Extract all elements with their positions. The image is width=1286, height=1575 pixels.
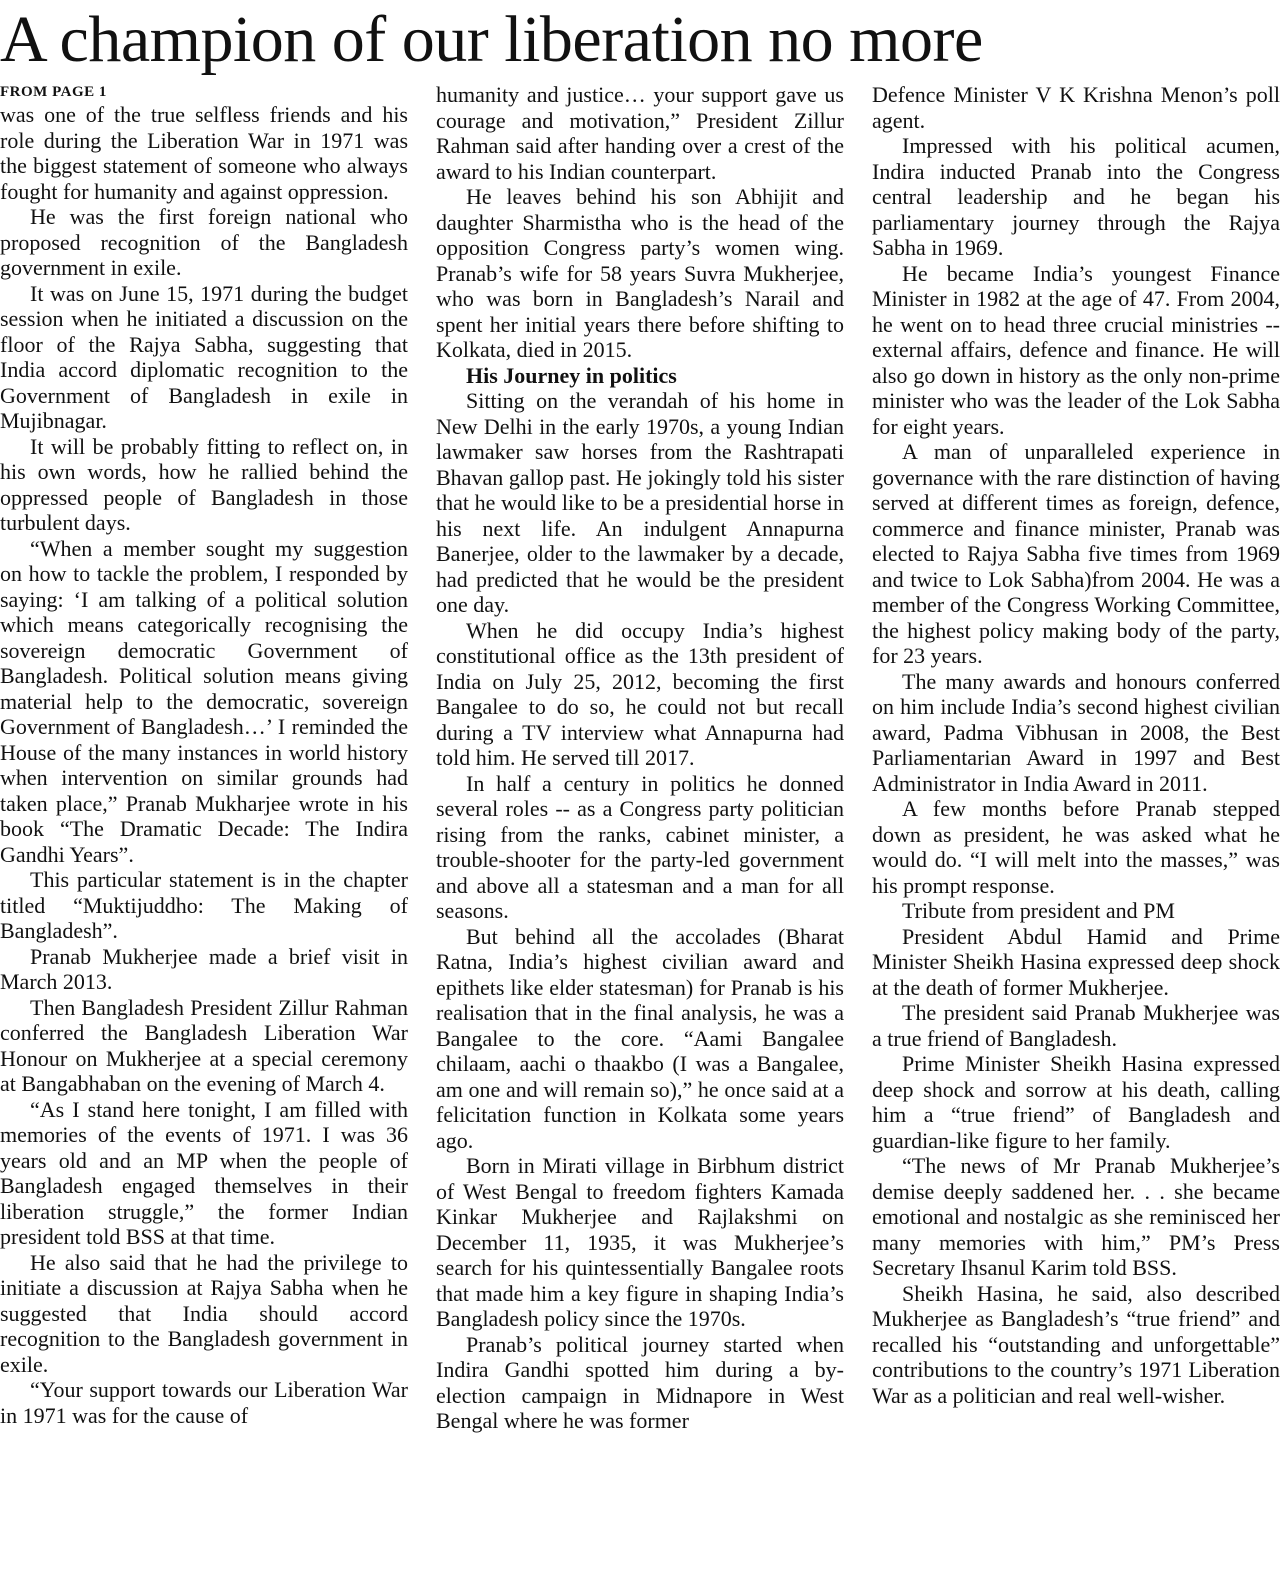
paragraph: “When a member sought my suggestion on how to tackle the problem, I responded by saying: ‘I am talking of a political solution which means categorically recognising the sovereign democratic Government of Bangladesh. Political solution means giving material help to the democratic, sovereign Government of Bangladesh…’ I reminded the House of the many instances in world history when intervention on similar grounds had taken place,” Pranab Mukharjee wrote in his book “The Dramatic Decade: The Indira Gandhi Years”.	[0, 535, 408, 867]
paragraph: Prime Minister Sheikh Hasina expressed deep shock and sorrow at his death, calling him a “true friend” of Bangladesh and guardian-like figure to her family.	[872, 1051, 1280, 1153]
paragraph: Impressed with his political acumen, Indira inducted Pranab into the Congress central leadership and he began his parliamentary journey through the Rajya Sabha in 1969.	[872, 133, 1280, 260]
paragraph: But behind all the accolades (Bharat Ratna, India’s highest civilian award and epithets like elder statesman) for Pranab is his realisation that in the final analysis, he was a Bangalee to the core. “Aami Bangalee chilaam, aachi o thaakbo (I was a Bangalee, am one and will remain so),” he once said at a felicitation function in Kolkata some years ago.	[436, 923, 844, 1153]
paragraph: was one of the true selfless friends and his role during the Liberation War in 1971 was the biggest statement of someone who always fought for humanity and against oppression.	[0, 102, 408, 204]
paragraph: This particular statement is in the chapter titled “Muktijuddho: The Making of Bangladesh”.	[0, 867, 408, 943]
subheading-tribute: Tribute from president and PM	[902, 898, 1175, 923]
paragraph: Born in Mirati village in Birbhum district of West Bengal to freedom fighters Kamada Kinkar Mukherjee and Rajlakshmi on December 11, 1935, it was Mukherjee’s search for his quintessentially Bangalee roots that made him a key figure in shaping India’s Bangladesh policy since the 1970s.	[436, 1153, 844, 1331]
subheading-journey: His Journey in politics	[466, 362, 677, 388]
paragraph: Sheikh Hasina, he said, also described Mukherjee as Bangladesh’s “true friend” and recalled his “outstanding and unforgettable” contributions to the country’s 1971 Liberation War as a politician and real well-wisher.	[872, 1280, 1280, 1408]
paragraph: He leaves behind his son Abhijit and daughter Sharmistha who is the head of the opposition Congress party’s women wing. Pranab’s wife for 58 years Suvra Mukherjee, who was born in Bangladesh’s Narail and spent her initial years there before shifting to Kolkata, died in 2015.	[436, 184, 844, 362]
paragraph: “Your support towards our Liberation War in 1971 was for the cause of	[0, 1377, 408, 1428]
paragraph: Then Bangladesh President Zillur Rahman conferred the Bangladesh Liberation War Honour on Mukherjee at a special ceremony at Bangabhaban on the evening of March 4.	[0, 994, 408, 1096]
paragraph: A few months before Pranab stepped down as president, he was asked what he would do. “I will melt into the masses,” was his prompt response.	[872, 796, 1280, 898]
paragraph: “The news of Mr Pranab Mukherjee’s demise deeply saddened her. . . she became emotional and nostalgic as she reminisced her many memories with him,” PM’s Press Secretary Ihsanul Karim told BSS.	[872, 1153, 1280, 1280]
paragraph: The president said Pranab Mukherjee was a true friend of Bangladesh.	[872, 1000, 1280, 1051]
paragraph: It was on June 15, 1971 during the budget session when he initiated a discussion on the floor of the Rajya Sabha, suggesting that India accord diplomatic recognition to the Government of Bangladesh in exile in Mujibnagar.	[0, 280, 408, 433]
paragraph: Pranab’s political journey started when Indira Gandhi spotted him during a by-election campaign in Midnapore in West Bengal where he was former	[436, 1331, 844, 1433]
headline: A champion of our liberation no more	[0, 3, 983, 76]
paragraph: He was the first foreign national who proposed recognition of the Bangladesh government in exile.	[0, 204, 408, 280]
paragraph: It will be probably fitting to reflect on, in his own words, how he rallied behind the oppressed people of Bangladesh in those turbulent days.	[0, 433, 408, 535]
article-column-3	[872, 82, 1280, 1572]
paragraph: The many awards and honours conferred on him include India’s second highest civilian award, Padma Vibhusan in 2008, the Best Parliamentarian Award in 1997 and Best Administrator in India Award in 2011.	[872, 668, 1280, 796]
paragraph: Pranab Mukherjee made a brief visit in March 2013.	[0, 943, 408, 994]
paragraph: He also said that he had the privilege to initiate a discussion at Rajya Sabha when he suggested that India should accord recognition to the Bangladesh government in exile.	[0, 1249, 408, 1377]
paragraph: humanity and justice… your support gave us courage and motivation,” President Zillur Rahman said after handing over a crest of the award to his Indian counterpart.	[436, 82, 844, 184]
paragraph: “As I stand here tonight, I am filled with memories of the events of 1971. I was 36 years old and an MP when the people of Bangladesh engaged themselves in their liberation struggle,” the former Indian president told BSS at that time.	[0, 1096, 408, 1249]
article-column-1	[0, 82, 408, 1572]
paragraph: He became India’s youngest Finance Minister in 1982 at the age of 47. From 2004, he went on to head three crucial ministries -- external affairs, defence and finance. He will also go down in history as the only non-prime minister who was the leader of the Lok Sabha for eight years.	[872, 260, 1280, 439]
article-column-2	[436, 82, 844, 1572]
paragraph: A man of unparalleled experience in governance with the rare distinction of having served at different times as foreign, defence, commerce and finance minister, Pranab was elected to Rajya Sabha five times from 1969 and twice to Lok Sabha)from 2004. He was a member of the Congress Working Committee, the highest policy making body of the party, for 23 years.	[872, 439, 1280, 668]
paragraph: Defence Minister V K Krishna Menon’s poll agent.	[872, 82, 1280, 133]
dateline: FROM PAGE 1	[0, 84, 107, 100]
paragraph: When he did occupy India’s highest constitutional office as the 13th president of India on July 25, 2012, becoming the first Bangalee to do so, he could not but recall during a TV interview what Annapurna had told him. He served till 2017.	[436, 617, 844, 770]
paragraph: Sitting on the verandah of his home in New Delhi in the early 1970s, a young Indian lawmaker saw horses from the Rashtrapati Bhavan gallop past. He jokingly told his sister that he would like to be a presidential horse in his next life. An indulgent Annapurna Banerjee, older to the lawmaker by a decade, had predicted that he would be the president one day.	[436, 388, 844, 617]
paragraph: In half a century in politics he donned several roles -- as a Congress party politician rising from the ranks, cabinet minister, a trouble-shooter for the party-led government and above all a statesman and a man for all seasons.	[436, 770, 844, 923]
paragraph: President Abdul Hamid and Prime Minister Sheikh Hasina expressed deep shock at the death of former Mukherjee.	[872, 923, 1280, 1000]
